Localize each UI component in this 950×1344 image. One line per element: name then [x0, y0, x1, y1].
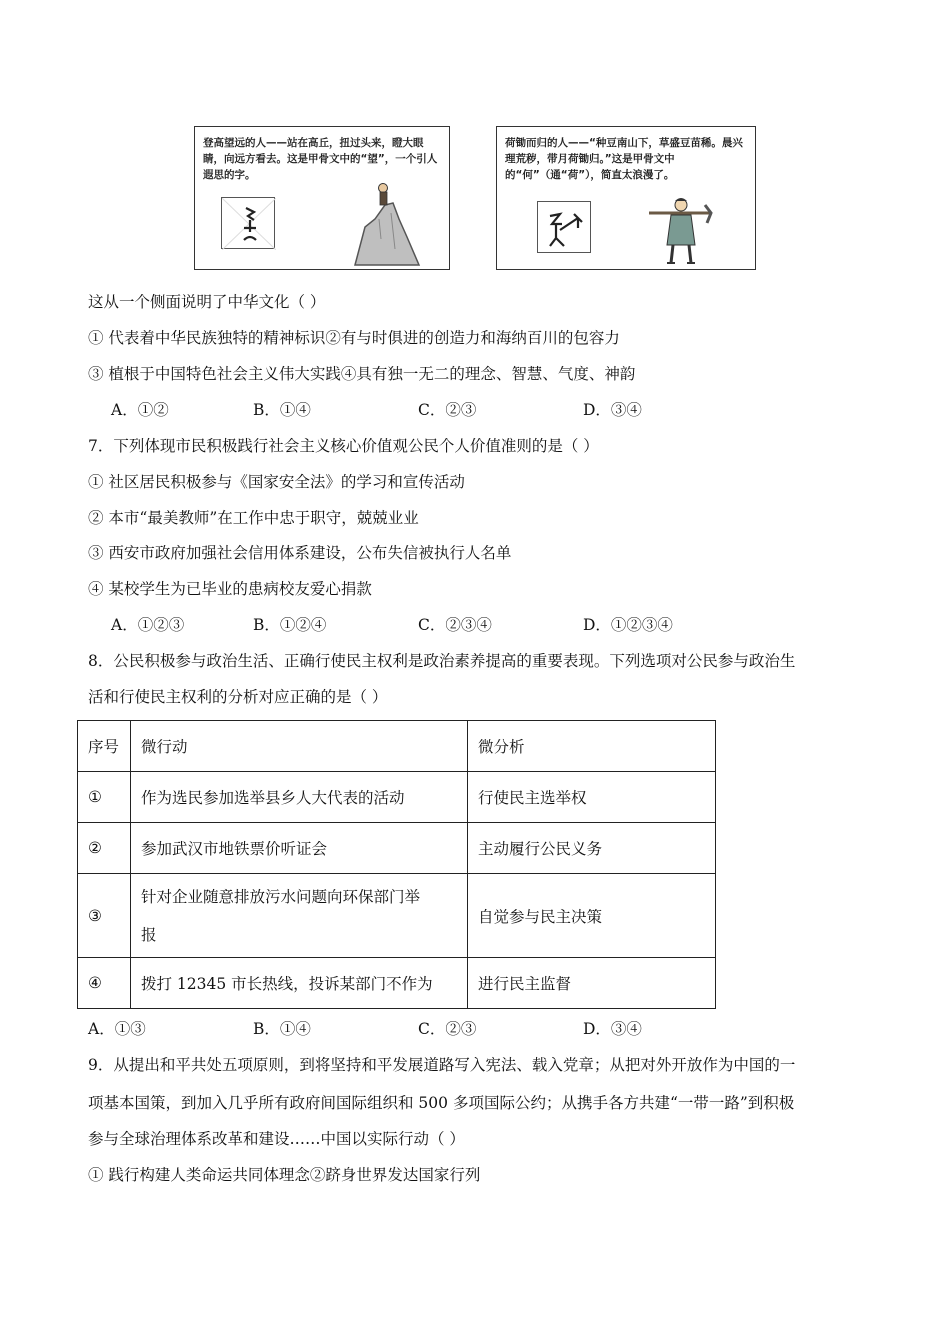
comic-panel-he — [496, 126, 756, 270]
q7-item-3: ③ 西安市政府加强社会信用体系建设，公布失信被执行人名单 — [88, 544, 512, 562]
q6-stem: 这从一个侧面说明了中华文化（ ） — [88, 293, 326, 311]
q6-statement-line-1: ① 代表着中华民族独特的精神标识②有与时俱进的创造力和海纳百川的包容力 — [88, 329, 620, 347]
table-row — [78, 874, 716, 958]
table-cell: ④ — [78, 958, 131, 1009]
table-cell-line: 报 — [141, 925, 157, 944]
table-cell: ③ — [78, 874, 131, 958]
hill-figure-icon — [351, 179, 423, 271]
q8-option-d: D．③④ — [583, 1020, 642, 1038]
q7-item-2: ② 本市“最美教师”在工作中忠于职守，兢兢业业 — [88, 509, 419, 527]
table-cell-line: 针对企业随意排放污水问题向环保部门举 — [141, 887, 421, 906]
q8-stem-line-1: 8．公民积极参与政治生活、正确行使民主权利是政治素养提高的重要表现。下列选项对公民参与政治生 — [88, 652, 796, 670]
table-cell: 进行民主监督 — [468, 958, 716, 1009]
table-header-cell: 微分析 — [468, 721, 716, 772]
oracle-glyph-he-icon — [537, 201, 591, 253]
q6-option-a: A．①② — [111, 401, 169, 419]
table-header-cell: 序号 — [78, 721, 131, 772]
q7-option-d: D．①②③④ — [583, 616, 673, 634]
table-cell: 行使民主选举权 — [468, 772, 716, 823]
table-cell: 拨打 12345 市长热线，投诉某部门不作为 — [131, 958, 468, 1009]
table-cell: ② — [78, 823, 131, 874]
table-cell: 作为选民参加选举县乡人大代表的活动 — [131, 772, 468, 823]
comic-caption-he: 荷锄而归的人——“种豆南山下，草盛豆苗稀。晨兴理荒秽，带月荷锄归。”这是甲骨文中的“何”（通“荷”），简直太浪漫了。 — [505, 137, 743, 181]
table-row — [78, 958, 716, 1009]
q9-statement-line-1: ① 践行构建人类命运共同体理念②跻身世界发达国家行列 — [88, 1166, 481, 1184]
q6-option-b: B．①④ — [253, 401, 311, 419]
oracle-glyph-wang-icon — [221, 197, 275, 249]
q7-option-c: C．②③④ — [418, 616, 492, 634]
table-header-cell: 微行动 — [131, 721, 468, 772]
q6-option-d: D．③④ — [583, 401, 642, 419]
q8-table — [77, 720, 716, 1009]
table-cell: 自觉参与民主决策 — [468, 874, 716, 958]
q7-stem: 7．下列体现市民积极践行社会主义核心价值观公民个人价值准则的是（ ） — [88, 437, 599, 455]
table-cell: ① — [78, 772, 131, 823]
q8-option-b: B．①④ — [253, 1020, 311, 1038]
table-cell: 主动履行公民义务 — [468, 823, 716, 874]
table-header-row — [78, 721, 716, 772]
table-cell-multiline — [131, 874, 468, 958]
q6-option-c: C．②③ — [418, 401, 477, 419]
table-cell: 参加武汉市地铁票价听证会 — [131, 823, 468, 874]
q8-option-c: C．②③ — [418, 1020, 477, 1038]
q9-stem-line-1: 9．从提出和平共处五项原则，到将坚持和平发展道路写入宪法、载入党章；从把对外开放作为中国的一 — [88, 1056, 796, 1074]
q7-item-1: ① 社区居民积极参与《国家安全法》的学习和宣传活动 — [88, 473, 465, 491]
q8-stem-line-2: 活和行使民主权利的分析对应正确的是（ ） — [88, 688, 388, 706]
table-row — [78, 772, 716, 823]
q7-option-b: B．①②④ — [253, 616, 327, 634]
table-row — [78, 823, 716, 874]
q9-stem-line-3: 参与全球治理体系改革和建设……中国以实际行动（ ） — [88, 1130, 465, 1148]
q8-option-a: A．①③ — [88, 1020, 146, 1038]
comic-panel-wang — [194, 126, 450, 270]
q7-option-a: A．①②③ — [111, 616, 185, 634]
q6-statement-line-2: ③ 植根于中国特色社会主义伟大实践④具有独一无二的理念、智慧、气度、神韵 — [88, 365, 636, 383]
farmer-with-hoe-icon — [645, 193, 745, 273]
comic-caption-wang: 登高望远的人——站在高丘，扭过头来，瞪大眼睛，向远方看去。这是甲骨文中的“望”，一个引人遐思的字。 — [203, 137, 438, 181]
q7-item-4: ④ 某校学生为已毕业的患病校友爱心捐款 — [88, 580, 372, 598]
q9-stem-line-2: 项基本国策，到加入几乎所有政府间国际组织和 500 多项国际公约；从携手各方共建“一带一路”到积极 — [88, 1094, 795, 1112]
